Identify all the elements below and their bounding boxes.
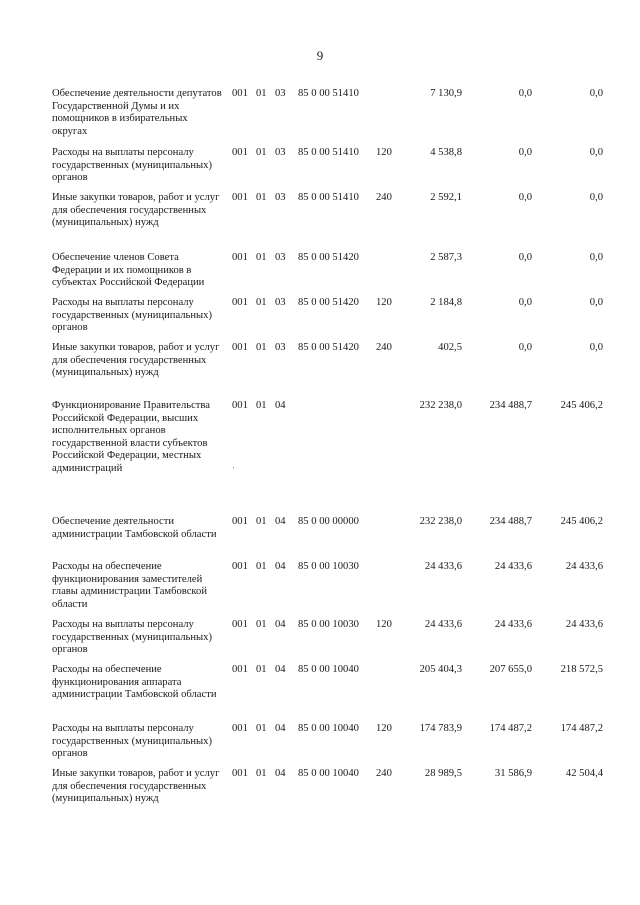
subsection-code: 03 xyxy=(275,88,286,99)
expense-type-code: 240 xyxy=(376,192,392,203)
row-name: Обеспечение членов Совета Федерации и их помощников в субъектах Российской Федерации xyxy=(52,252,205,289)
org-code: 001 xyxy=(232,664,248,675)
org-code: 001 xyxy=(232,88,248,99)
target-article-code: 85 0 00 10040 xyxy=(298,664,359,675)
org-code: 001 xyxy=(232,252,248,263)
amount-year-3: 174 487,2 xyxy=(560,723,603,734)
row-name: Расходы на обеспечение функционирования заместителей главы администрации Тамбовской области xyxy=(52,561,208,610)
amount-year-1: 24 433,6 xyxy=(424,619,462,630)
amount-year-1: 28 989,5 xyxy=(424,768,462,779)
subsection-code: 04 xyxy=(275,619,286,630)
amount-year-2: 0,0 xyxy=(518,192,532,203)
target-article-code: 85 0 00 10040 xyxy=(298,768,359,779)
amount-year-1: 174 783,9 xyxy=(419,723,462,734)
section-code: 01 xyxy=(256,768,267,779)
target-article-code: 85 0 00 10030 xyxy=(298,561,359,572)
subsection-code: 04 xyxy=(275,516,286,527)
amount-year-2: 174 487,2 xyxy=(489,723,532,734)
section-code: 01 xyxy=(256,342,267,353)
row-name: Иные закупки товаров, работ и услуг для обеспечения государственных (муниципальных) нужд xyxy=(52,768,220,805)
amount-year-3: 24 433,6 xyxy=(565,561,603,572)
scan-speck xyxy=(233,467,234,468)
row-name: Иные закупки товаров, работ и услуг для обеспечения государственных (муниципальных) нужд xyxy=(52,192,220,229)
row-name: Обеспечение деятельности депутатов Государственной Думы и их помощников в избирательных округах xyxy=(52,88,222,137)
amount-year-3: 0,0 xyxy=(589,252,603,263)
target-article-code: 85 0 00 51420 xyxy=(298,297,359,308)
subsection-code: 04 xyxy=(275,561,286,572)
expense-type-code: 120 xyxy=(376,619,392,630)
org-code: 001 xyxy=(232,768,248,779)
expense-type-code: 120 xyxy=(376,723,392,734)
amount-year-1: 24 433,6 xyxy=(424,561,462,572)
org-code: 001 xyxy=(232,400,248,411)
org-code: 001 xyxy=(232,723,248,734)
amount-year-3: 24 433,6 xyxy=(565,619,603,630)
subsection-code: 04 xyxy=(275,664,286,675)
org-code: 001 xyxy=(232,192,248,203)
amount-year-3: 0,0 xyxy=(589,192,603,203)
section-code: 01 xyxy=(256,516,267,527)
amount-year-2: 0,0 xyxy=(518,252,532,263)
amount-year-2: 0,0 xyxy=(518,342,532,353)
section-code: 01 xyxy=(256,252,267,263)
target-article-code: 85 0 00 10040 xyxy=(298,723,359,734)
amount-year-2: 24 433,6 xyxy=(494,619,532,630)
amount-year-1: 7 130,9 xyxy=(430,88,462,99)
subsection-code: 03 xyxy=(275,252,286,263)
amount-year-1: 232 238,0 xyxy=(419,400,462,411)
subsection-code: 03 xyxy=(275,192,286,203)
row-name: Расходы на выплаты персоналу государственных (муниципальных) органов xyxy=(52,147,212,184)
amount-year-3: 0,0 xyxy=(589,147,603,158)
amount-year-2: 207 655,0 xyxy=(489,664,532,675)
org-code: 001 xyxy=(232,147,248,158)
target-article-code: 85 0 00 51410 xyxy=(298,192,359,203)
subsection-code: 03 xyxy=(275,147,286,158)
org-code: 001 xyxy=(232,342,248,353)
amount-year-1: 232 238,0 xyxy=(419,516,462,527)
amount-year-3: 245 406,2 xyxy=(560,516,603,527)
amount-year-3: 0,0 xyxy=(589,297,603,308)
section-code: 01 xyxy=(256,664,267,675)
row-name: Расходы на выплаты персоналу государственных (муниципальных) органов xyxy=(52,723,212,760)
amount-year-1: 2 592,1 xyxy=(430,192,462,203)
row-name: Расходы на выплаты персоналу государственных (муниципальных) органов xyxy=(52,297,212,334)
amount-year-3: 245 406,2 xyxy=(560,400,603,411)
amount-year-3: 218 572,5 xyxy=(560,664,603,675)
amount-year-1: 402,5 xyxy=(438,342,462,353)
target-article-code: 85 0 00 10030 xyxy=(298,619,359,630)
section-code: 01 xyxy=(256,561,267,572)
row-name: Обеспечение деятельности администрации Тамбовской области xyxy=(52,516,217,540)
section-code: 01 xyxy=(256,297,267,308)
expense-type-code: 120 xyxy=(376,297,392,308)
expense-type-code: 120 xyxy=(376,147,392,158)
expense-type-code: 240 xyxy=(376,768,392,779)
subsection-code: 04 xyxy=(275,400,286,411)
subsection-code: 03 xyxy=(275,342,286,353)
section-code: 01 xyxy=(256,88,267,99)
target-article-code: 85 0 00 51420 xyxy=(298,342,359,353)
section-code: 01 xyxy=(256,619,267,630)
amount-year-2: 234 488,7 xyxy=(489,400,532,411)
amount-year-3: 42 504,4 xyxy=(565,768,603,779)
subsection-code: 03 xyxy=(275,297,286,308)
org-code: 001 xyxy=(232,516,248,527)
subsection-code: 04 xyxy=(275,723,286,734)
amount-year-2: 0,0 xyxy=(518,297,532,308)
row-name: Расходы на обеспечение функционирования аппарата администрации Тамбовской области xyxy=(52,664,217,701)
target-article-code: 85 0 00 00000 xyxy=(298,516,359,527)
target-article-code: 85 0 00 51410 xyxy=(298,147,359,158)
amount-year-1: 205 404,3 xyxy=(419,664,462,675)
amount-year-1: 2 587,3 xyxy=(430,252,462,263)
section-code: 01 xyxy=(256,147,267,158)
amount-year-2: 0,0 xyxy=(518,147,532,158)
org-code: 001 xyxy=(232,561,248,572)
row-name: Расходы на выплаты персоналу государственных (муниципальных) органов xyxy=(52,619,212,656)
row-name: Функционирование Правительства Российской Федерации, высших исполнительных органов государственной власти субъектов Российской Федерации, местных администраций xyxy=(52,400,210,474)
amount-year-3: 0,0 xyxy=(589,88,603,99)
amount-year-1: 2 184,8 xyxy=(430,297,462,308)
org-code: 001 xyxy=(232,619,248,630)
org-code: 001 xyxy=(232,297,248,308)
section-code: 01 xyxy=(256,400,267,411)
amount-year-2: 234 488,7 xyxy=(489,516,532,527)
page-number: 9 xyxy=(316,48,324,63)
amount-year-2: 31 586,9 xyxy=(494,768,532,779)
amount-year-2: 24 433,6 xyxy=(494,561,532,572)
section-code: 01 xyxy=(256,723,267,734)
target-article-code: 85 0 00 51410 xyxy=(298,88,359,99)
subsection-code: 04 xyxy=(275,768,286,779)
amount-year-2: 0,0 xyxy=(518,88,532,99)
amount-year-3: 0,0 xyxy=(589,342,603,353)
expense-type-code: 240 xyxy=(376,342,392,353)
section-code: 01 xyxy=(256,192,267,203)
target-article-code: 85 0 00 51420 xyxy=(298,252,359,263)
row-name: Иные закупки товаров, работ и услуг для обеспечения государственных (муниципальных) нужд xyxy=(52,342,220,379)
amount-year-1: 4 538,8 xyxy=(430,147,462,158)
